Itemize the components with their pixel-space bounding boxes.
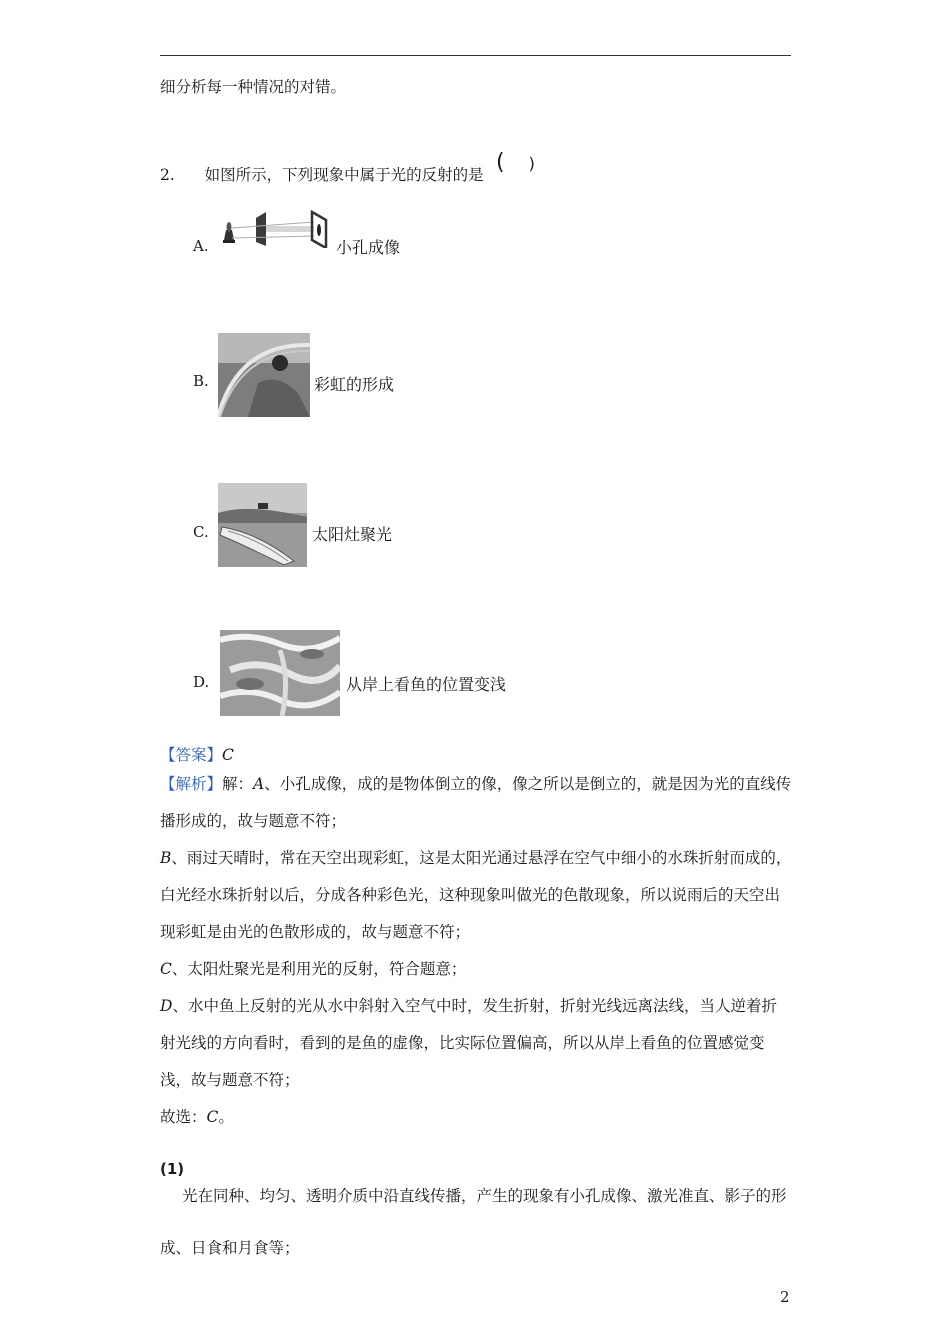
analysis-c-letter: C — [160, 960, 172, 978]
analysis-choose-letter: C — [206, 1108, 219, 1126]
note-marker: (1) — [160, 1160, 185, 1178]
option-d-image — [220, 630, 340, 716]
question-line — [160, 165, 484, 185]
pinhole-camera-diagram — [218, 210, 333, 248]
page-number: 2 — [780, 1288, 790, 1306]
analysis-b — [160, 840, 792, 951]
option-a-text: 小孔成像 — [336, 238, 401, 257]
fish-in-water-photo — [220, 630, 340, 716]
analysis-b-text: 、雨过天晴时，常在天空出现彩虹，这是太阳光通过悬浮在空气中细小的水珠折射而成的，白光经水珠折射以后，分成各种彩色光，这种现象叫做光的色散现象，所以说雨后的天空出现彩虹是由光的色散形成的，故与题意不符； — [160, 849, 792, 941]
option-d-text: 从岸上看鱼的位置变浅 — [346, 675, 507, 694]
header-rule — [160, 55, 791, 56]
analysis-a-text: 、小孔成像，成的是物体倒立的像，像之所以是倒立的，就是因为光的直线传播形成的，故与题意不符； — [160, 775, 792, 830]
question-number: 2. — [160, 166, 175, 184]
option-d-letter: D. — [193, 673, 210, 691]
analysis-a — [160, 766, 792, 840]
bracket-open: ( — [496, 150, 505, 175]
analysis-a-letter: A — [253, 775, 265, 793]
note-text: 光在同种、均匀、透明介质中沿直线传播，产生的现象有小孔成像、激光准直、影子的形成、日食和月食等； — [160, 1187, 787, 1257]
intro-text: 细分析每一种情况的对错。 — [160, 78, 347, 96]
analysis-block — [160, 766, 792, 1136]
question-text: 如图所示，下列现象中属于光的反射的是 — [204, 166, 484, 184]
rainbow-photo — [218, 333, 310, 417]
analysis-d — [160, 988, 792, 1099]
option-b-text: 彩虹的形成 — [314, 375, 395, 394]
analysis-d-letter: D — [160, 997, 173, 1015]
analysis-choose-suffix: 。 — [218, 1108, 234, 1126]
option-a-image — [218, 210, 333, 248]
option-b-letter: B. — [193, 372, 209, 390]
analysis-d-text: 、水中鱼上反射的光从水中斜射入空气中时，发生折射，折射光线远离法线，当人逆着折射光线的方向看时，看到的是鱼的虚像，比实际位置偏高，所以从岸上看鱼的位置感觉变浅，故与题意不符； — [160, 997, 777, 1089]
bracket-close: ) — [528, 154, 535, 173]
analysis-label: 【解析】 — [160, 775, 223, 793]
analysis-lead: 解： — [222, 775, 254, 793]
analysis-choose — [160, 1099, 792, 1136]
answer-value: C — [222, 746, 234, 764]
answer-bracket — [496, 150, 535, 175]
option-c-letter: C. — [193, 523, 209, 541]
option-a-letter: A. — [193, 237, 209, 255]
analysis-choose-prefix: 故选： — [160, 1108, 207, 1126]
answer-line — [160, 745, 234, 765]
answer-label: 【答案】 — [160, 746, 223, 764]
analysis-c-text: 、太阳灶聚光是利用光的反射，符合题意； — [171, 960, 467, 978]
analysis-c — [160, 951, 792, 988]
option-b-image — [218, 333, 310, 417]
option-c-image — [218, 483, 307, 567]
analysis-b-letter: B — [160, 849, 172, 867]
option-c-text: 太阳灶聚光 — [312, 525, 393, 544]
solar-cooker-photo — [218, 483, 307, 567]
